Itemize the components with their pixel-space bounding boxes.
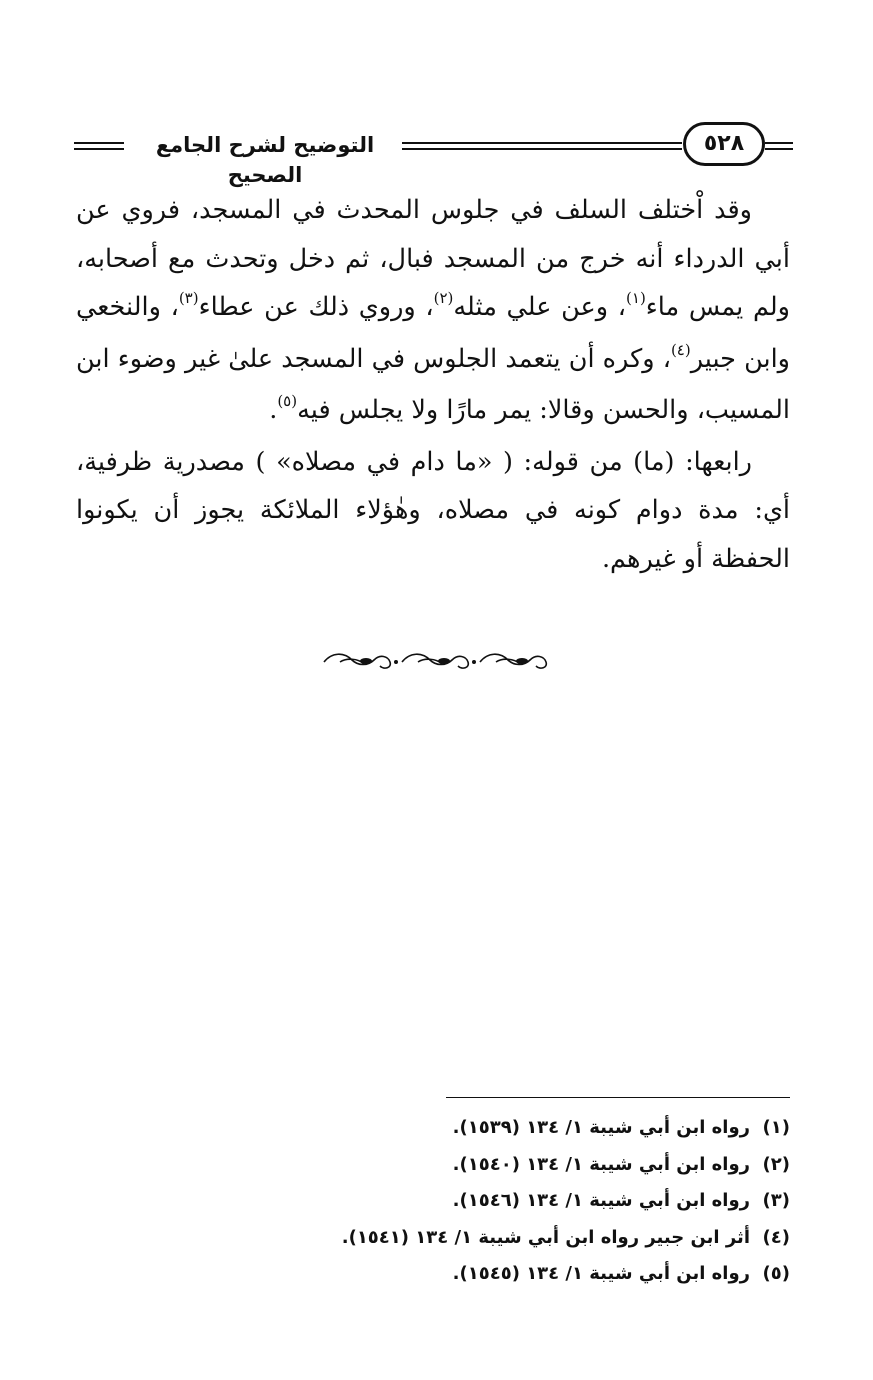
header-rule-left-bottom	[74, 148, 124, 150]
footnote-text: رواه ابن أبي شيبة ١/ ١٣٤ (١٥٤٠).	[452, 1153, 750, 1175]
ornament-divider	[318, 648, 554, 676]
text-run: .	[269, 395, 278, 425]
footnote-1	[250, 1110, 790, 1147]
footnote-text: رواه ابن أبي شيبة ١/ ١٣٤ (١٥٣٩).	[452, 1117, 750, 1138]
footnote-separator	[446, 1097, 790, 1098]
footnote-3	[250, 1183, 790, 1220]
text-run: ، والنخعي وابن جبير	[76, 292, 790, 374]
footnote-2	[250, 1147, 790, 1184]
header-rule-mid-bottom	[402, 148, 682, 150]
footnote-ref-1[interactable]: (١)	[626, 289, 646, 307]
footnote-ref-5[interactable]: (٥)	[277, 392, 298, 410]
footnote-number: (١)	[762, 1117, 790, 1138]
paragraph-2	[76, 438, 790, 584]
footnotes-list	[250, 1110, 790, 1293]
text-run: وقد اْختلف السلف في جلوس المحدث في المسجد، فروي عن أبي الدرداء أنه خرج من المسجد فبال، ثم دخل وتحدث مع أصحابه، ولم يمس ماء	[76, 195, 790, 322]
text-run: ، وروي ذلك عن عطاء	[198, 292, 434, 322]
footnote-text: رواه ابن أبي شيبة ١/ ١٣٤ (١٥٤٦).	[452, 1190, 750, 1211]
text-run: رابعها: (ما) من قوله: ( «ما دام في مصلاه» ) مصدرية ظرفية، أي: مدة دوام كونه في مصلاه، وهٰؤلاء الملائكة يجوز أن يكونوا الحفظة أو غيرهم.	[76, 446, 790, 574]
paragraph-1	[76, 186, 790, 438]
footnote-ref-2[interactable]: (٢)	[433, 289, 454, 307]
footnote-number: (٢)	[762, 1153, 790, 1175]
footnote-text: أثر ابن جبير رواه ابن أبي شيبة ١/ ١٣٤ (١٥٤١).	[341, 1226, 750, 1248]
header-rule-left-top	[74, 142, 124, 144]
footnote-text: رواه ابن أبي شيبة ١/ ١٣٤ (١٥٤٥).	[452, 1263, 750, 1284]
header-rule-right-top	[765, 142, 793, 144]
text-run: ، وعن علي مثله	[453, 292, 627, 322]
running-title: التوضيح لشرح الجامع الصحيح	[155, 133, 375, 187]
footnote-ref-4[interactable]: (٤)	[670, 340, 691, 359]
page-number: ٥٢٨	[683, 122, 765, 166]
footnote-number: (٣)	[762, 1190, 790, 1211]
page-header	[0, 118, 873, 187]
main-text	[76, 186, 790, 583]
footnote-ref-3[interactable]: (٣)	[178, 289, 199, 307]
footnote-5	[250, 1256, 790, 1293]
text-run: ، وكره أن يتعمد الجلوس في المسجد علىٰ غير وضوء ابن المسيب، والحسن وقالا: يمر مارًا ولا يجلس فيه	[76, 343, 790, 425]
footnote-4	[250, 1220, 790, 1257]
header-rule-mid-top	[402, 142, 682, 144]
header-rule-right-bottom	[765, 148, 793, 150]
footnote-number: (٥)	[762, 1263, 790, 1284]
footnote-number: (٤)	[762, 1226, 790, 1248]
